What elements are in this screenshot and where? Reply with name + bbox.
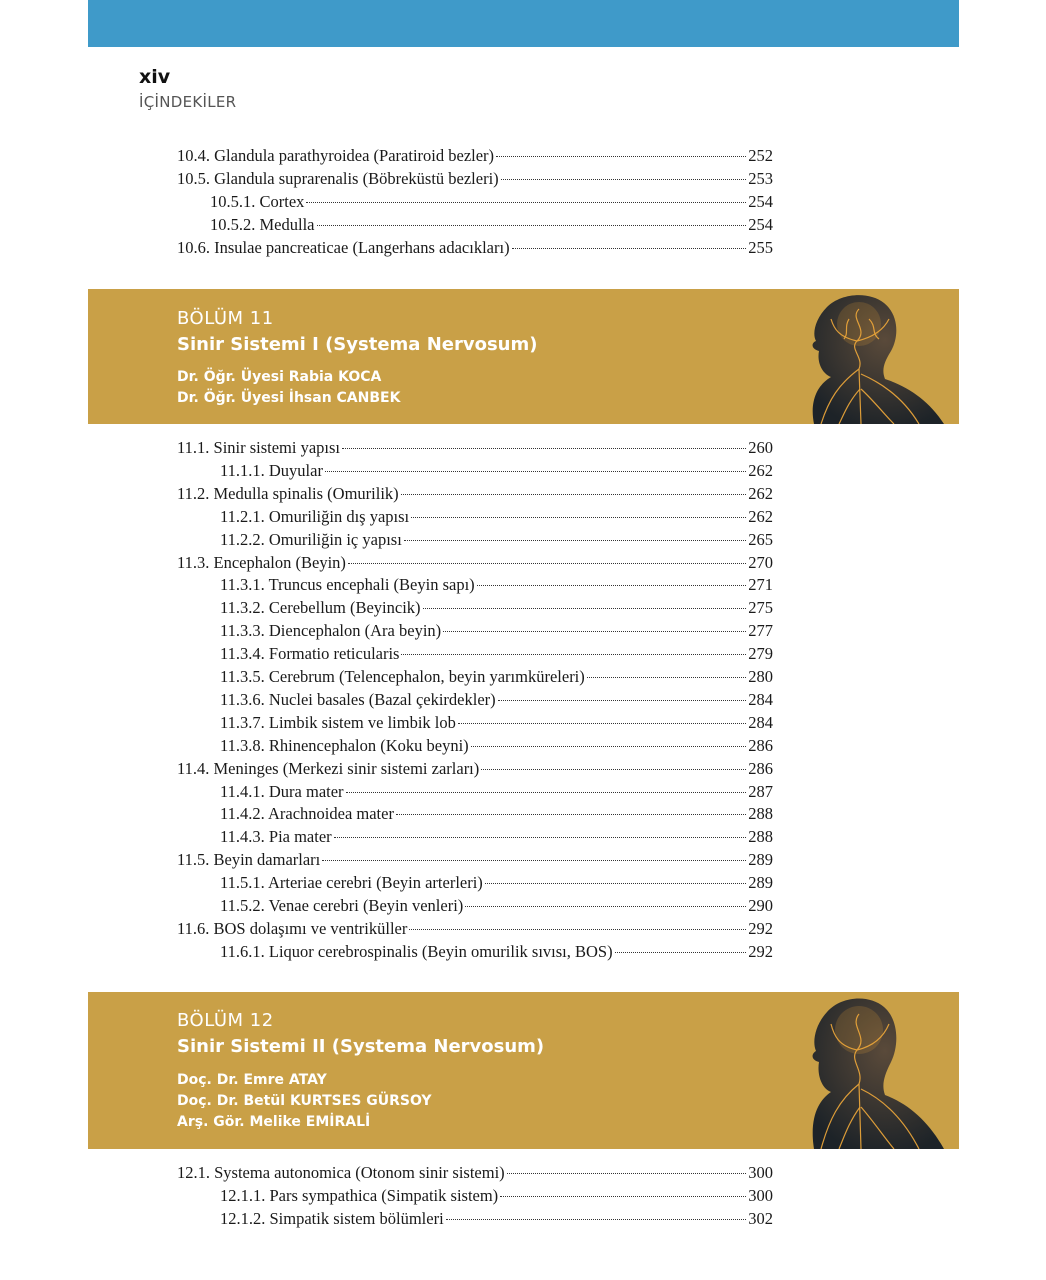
toc-entry bbox=[220, 871, 773, 894]
dot-leader bbox=[346, 792, 747, 793]
toc-entry-page: 262 bbox=[748, 506, 773, 526]
toc-entry-page: 275 bbox=[748, 598, 773, 618]
toc-entry-page: 288 bbox=[748, 827, 773, 847]
toc-entry-page: 289 bbox=[748, 873, 773, 893]
dot-leader bbox=[446, 1219, 747, 1220]
toc-entry bbox=[220, 802, 773, 825]
toc-entry-title: 12.1.1. Pars sympathica (Simpatik sistem) bbox=[220, 1186, 499, 1205]
toc-entry bbox=[220, 459, 773, 482]
toc-entry bbox=[177, 167, 773, 190]
toc-entry-title: 10.4. Glandula parathyroidea (Paratiroid bezler) bbox=[177, 146, 495, 165]
toc-entry-title: 11.5. Beyin damarları bbox=[177, 850, 321, 870]
chapter-author: Dr. Öğr. Üyesi İhsan CANBEK bbox=[177, 390, 401, 406]
toc-entry-page: 254 bbox=[748, 215, 773, 234]
toc-entry bbox=[220, 573, 773, 596]
toc-entry-page: 302 bbox=[748, 1209, 773, 1228]
toc-entry bbox=[177, 757, 773, 780]
toc-entry-title: 11.1.1. Duyular bbox=[220, 460, 323, 480]
running-head: İÇİNDEKİLER bbox=[139, 93, 237, 111]
toc-entry-title: 11.2. Medulla spinalis (Omurilik) bbox=[177, 483, 399, 503]
toc-entry-page: 288 bbox=[748, 804, 773, 824]
toc-entry bbox=[177, 482, 773, 505]
toc-entry-title: 11.4. Meninges (Merkezi sinir sistemi zarları) bbox=[177, 758, 480, 778]
dot-leader bbox=[512, 248, 747, 249]
toc-entry bbox=[220, 940, 773, 963]
chapter-author: Doç. Dr. Betül KURTSES GÜRSOY bbox=[177, 1093, 432, 1109]
dot-leader bbox=[317, 225, 747, 226]
dot-leader bbox=[485, 883, 746, 884]
chapter-title: Sinir Sistemi I (Systema Nervosum) bbox=[177, 334, 538, 355]
toc-entry bbox=[220, 734, 773, 757]
toc-entry-title: 11.5.1. Arteriae cerebri (Beyin arterleri) bbox=[220, 873, 483, 893]
toc-entry-title: 11.6.1. Liquor cerebrospinalis (Beyin omurilik sıvısı, BOS) bbox=[220, 941, 613, 961]
toc-entry-page: 253 bbox=[748, 169, 773, 188]
toc-entry-page: 277 bbox=[748, 621, 773, 641]
toc-entry-page: 286 bbox=[748, 758, 773, 778]
dot-leader bbox=[465, 906, 746, 907]
dot-leader bbox=[404, 540, 746, 541]
dot-leader bbox=[322, 860, 746, 861]
dot-leader bbox=[409, 929, 746, 930]
toc-entry-page: 300 bbox=[748, 1186, 773, 1205]
toc-entry-page: 300 bbox=[748, 1163, 773, 1182]
toc-entry-title: 12.1.2. Simpatik sistem bölümleri bbox=[220, 1209, 444, 1228]
toc-entry-page: 280 bbox=[748, 667, 773, 686]
dot-leader bbox=[507, 1173, 747, 1174]
toc-entry-title: 11.2.2. Omuriliğin iç yapısı bbox=[220, 529, 402, 549]
dot-leader bbox=[443, 631, 746, 632]
page-number: xiv bbox=[139, 66, 171, 88]
toc-entry-page: 271 bbox=[748, 575, 773, 595]
toc-entry bbox=[220, 665, 773, 688]
toc-entry bbox=[220, 619, 773, 642]
toc-entry-title: 11.3.5. Cerebrum (Telencephalon, beyin yarımküreleri) bbox=[220, 667, 585, 686]
dot-leader bbox=[423, 608, 747, 609]
toc-entry-title: 10.5.1. Cortex bbox=[210, 192, 305, 211]
toc-entry-page: 292 bbox=[748, 918, 773, 938]
dot-leader bbox=[334, 837, 747, 838]
dot-leader bbox=[458, 723, 746, 724]
top-color-bar bbox=[88, 0, 959, 47]
chapter-banner-12 bbox=[88, 992, 959, 1149]
dot-leader bbox=[615, 952, 747, 953]
toc-entry-title: 12.1. Systema autonomica (Otonom sinir sistemi) bbox=[177, 1163, 505, 1182]
toc-entry bbox=[220, 642, 773, 665]
toc-entry-page: 284 bbox=[748, 689, 773, 709]
toc-entry bbox=[220, 1184, 773, 1207]
toc-entry-title: 11.5.2. Venae cerebri (Beyin venleri) bbox=[220, 896, 464, 915]
toc-entry bbox=[220, 505, 773, 528]
toc-entry-page: 262 bbox=[748, 483, 773, 503]
toc-entry bbox=[177, 1161, 773, 1184]
chapter-author: Arş. Gör. Melike EMİRALİ bbox=[177, 1114, 371, 1130]
dot-leader bbox=[587, 677, 746, 678]
toc-entry-page: 270 bbox=[748, 552, 773, 572]
toc-entry bbox=[210, 190, 773, 213]
toc-entry bbox=[220, 894, 773, 917]
toc-entry bbox=[177, 551, 773, 574]
dot-leader bbox=[501, 179, 747, 180]
toc-entry bbox=[177, 917, 773, 940]
toc-entry-page: 252 bbox=[748, 146, 773, 165]
dot-leader bbox=[306, 202, 746, 203]
toc-entry bbox=[220, 780, 773, 803]
toc-entry bbox=[220, 825, 773, 848]
toc-entry-title: 11.3.8. Rhinencephalon (Koku beyni) bbox=[220, 735, 469, 755]
toc-entry-page: 279 bbox=[748, 644, 773, 664]
dot-leader bbox=[411, 517, 746, 518]
toc-entry bbox=[220, 711, 773, 734]
dot-leader bbox=[500, 1196, 746, 1197]
nervous-system-illustration bbox=[699, 992, 959, 1149]
toc-entry-title: 10.5. Glandula suprarenalis (Böbreküstü bezleri) bbox=[177, 169, 499, 188]
toc-entry-page: 254 bbox=[748, 192, 773, 211]
toc-entry bbox=[177, 436, 773, 459]
toc-entry-title: 11.3.6. Nuclei basales (Bazal çekirdekler) bbox=[220, 689, 496, 709]
chapter-label: BÖLÜM 12 bbox=[177, 1010, 274, 1031]
toc-entry-page: 262 bbox=[748, 460, 773, 480]
dot-leader bbox=[325, 471, 746, 472]
dot-leader bbox=[498, 700, 747, 701]
toc-entry-page: 260 bbox=[748, 438, 773, 457]
toc-entry-title: 11.4.2. Arachnoidea mater bbox=[220, 804, 394, 824]
toc-entry bbox=[210, 213, 773, 236]
nervous-system-illustration bbox=[699, 289, 959, 424]
toc-entry-page: 290 bbox=[748, 896, 773, 915]
toc-entry-title: 11.3.4. Formatio reticularis bbox=[220, 644, 400, 664]
dot-leader bbox=[348, 563, 746, 564]
dot-leader bbox=[496, 156, 746, 157]
chapter-author: Dr. Öğr. Üyesi Rabia KOCA bbox=[177, 369, 382, 385]
toc-entry bbox=[220, 528, 773, 551]
dot-leader bbox=[396, 814, 746, 815]
toc-entry-page: 286 bbox=[748, 735, 773, 755]
toc-entry-title: 11.4.3. Pia mater bbox=[220, 827, 332, 847]
toc-entry-page: 255 bbox=[748, 238, 773, 257]
toc-entry-title: 11.4.1. Dura mater bbox=[220, 781, 344, 801]
toc-entry bbox=[177, 848, 773, 871]
toc-entry bbox=[220, 596, 773, 619]
toc-entry bbox=[177, 144, 773, 167]
toc-entry-title: 11.3.2. Cerebellum (Beyincik) bbox=[220, 598, 421, 618]
toc-entry-page: 265 bbox=[748, 529, 773, 549]
chapter-author: Doç. Dr. Emre ATAY bbox=[177, 1072, 327, 1088]
toc-entry-page: 287 bbox=[748, 781, 773, 801]
toc-entry bbox=[220, 688, 773, 711]
toc-entry-title: 11.3. Encephalon (Beyin) bbox=[177, 552, 346, 572]
dot-leader bbox=[342, 448, 746, 449]
toc-entry bbox=[220, 1207, 773, 1230]
dot-leader bbox=[401, 494, 747, 495]
dot-leader bbox=[471, 746, 747, 747]
toc-entry-title: 11.2.1. Omuriliğin dış yapısı bbox=[220, 506, 410, 526]
toc-entry-title: 11.3.3. Diencephalon (Ara beyin) bbox=[220, 621, 442, 641]
dot-leader bbox=[401, 654, 746, 655]
chapter-banner-11 bbox=[88, 289, 959, 424]
toc-entry-page: 284 bbox=[748, 712, 773, 732]
toc-entry-title: 11.3.7. Limbik sistem ve limbik lob bbox=[220, 712, 456, 732]
chapter-label: BÖLÜM 11 bbox=[177, 308, 274, 329]
toc-entry-title: 11.3.1. Truncus encephali (Beyin sapı) bbox=[220, 575, 475, 595]
toc-entry bbox=[177, 236, 773, 259]
toc-entry-title: 10.6. Insulae pancreaticae (Langerhans adacıkları) bbox=[177, 238, 510, 257]
toc-entry-page: 292 bbox=[748, 941, 773, 961]
dot-leader bbox=[481, 769, 746, 770]
toc-entry-title: 11.1. Sinir sistemi yapısı bbox=[177, 438, 341, 457]
toc-entry-title: 10.5.2. Medulla bbox=[210, 215, 315, 234]
dot-leader bbox=[477, 585, 747, 586]
toc-entry-title: 11.6. BOS dolaşımı ve ventriküller bbox=[177, 918, 408, 938]
chapter-title: Sinir Sistemi II (Systema Nervosum) bbox=[177, 1036, 545, 1057]
toc-entry-page: 289 bbox=[748, 850, 773, 870]
